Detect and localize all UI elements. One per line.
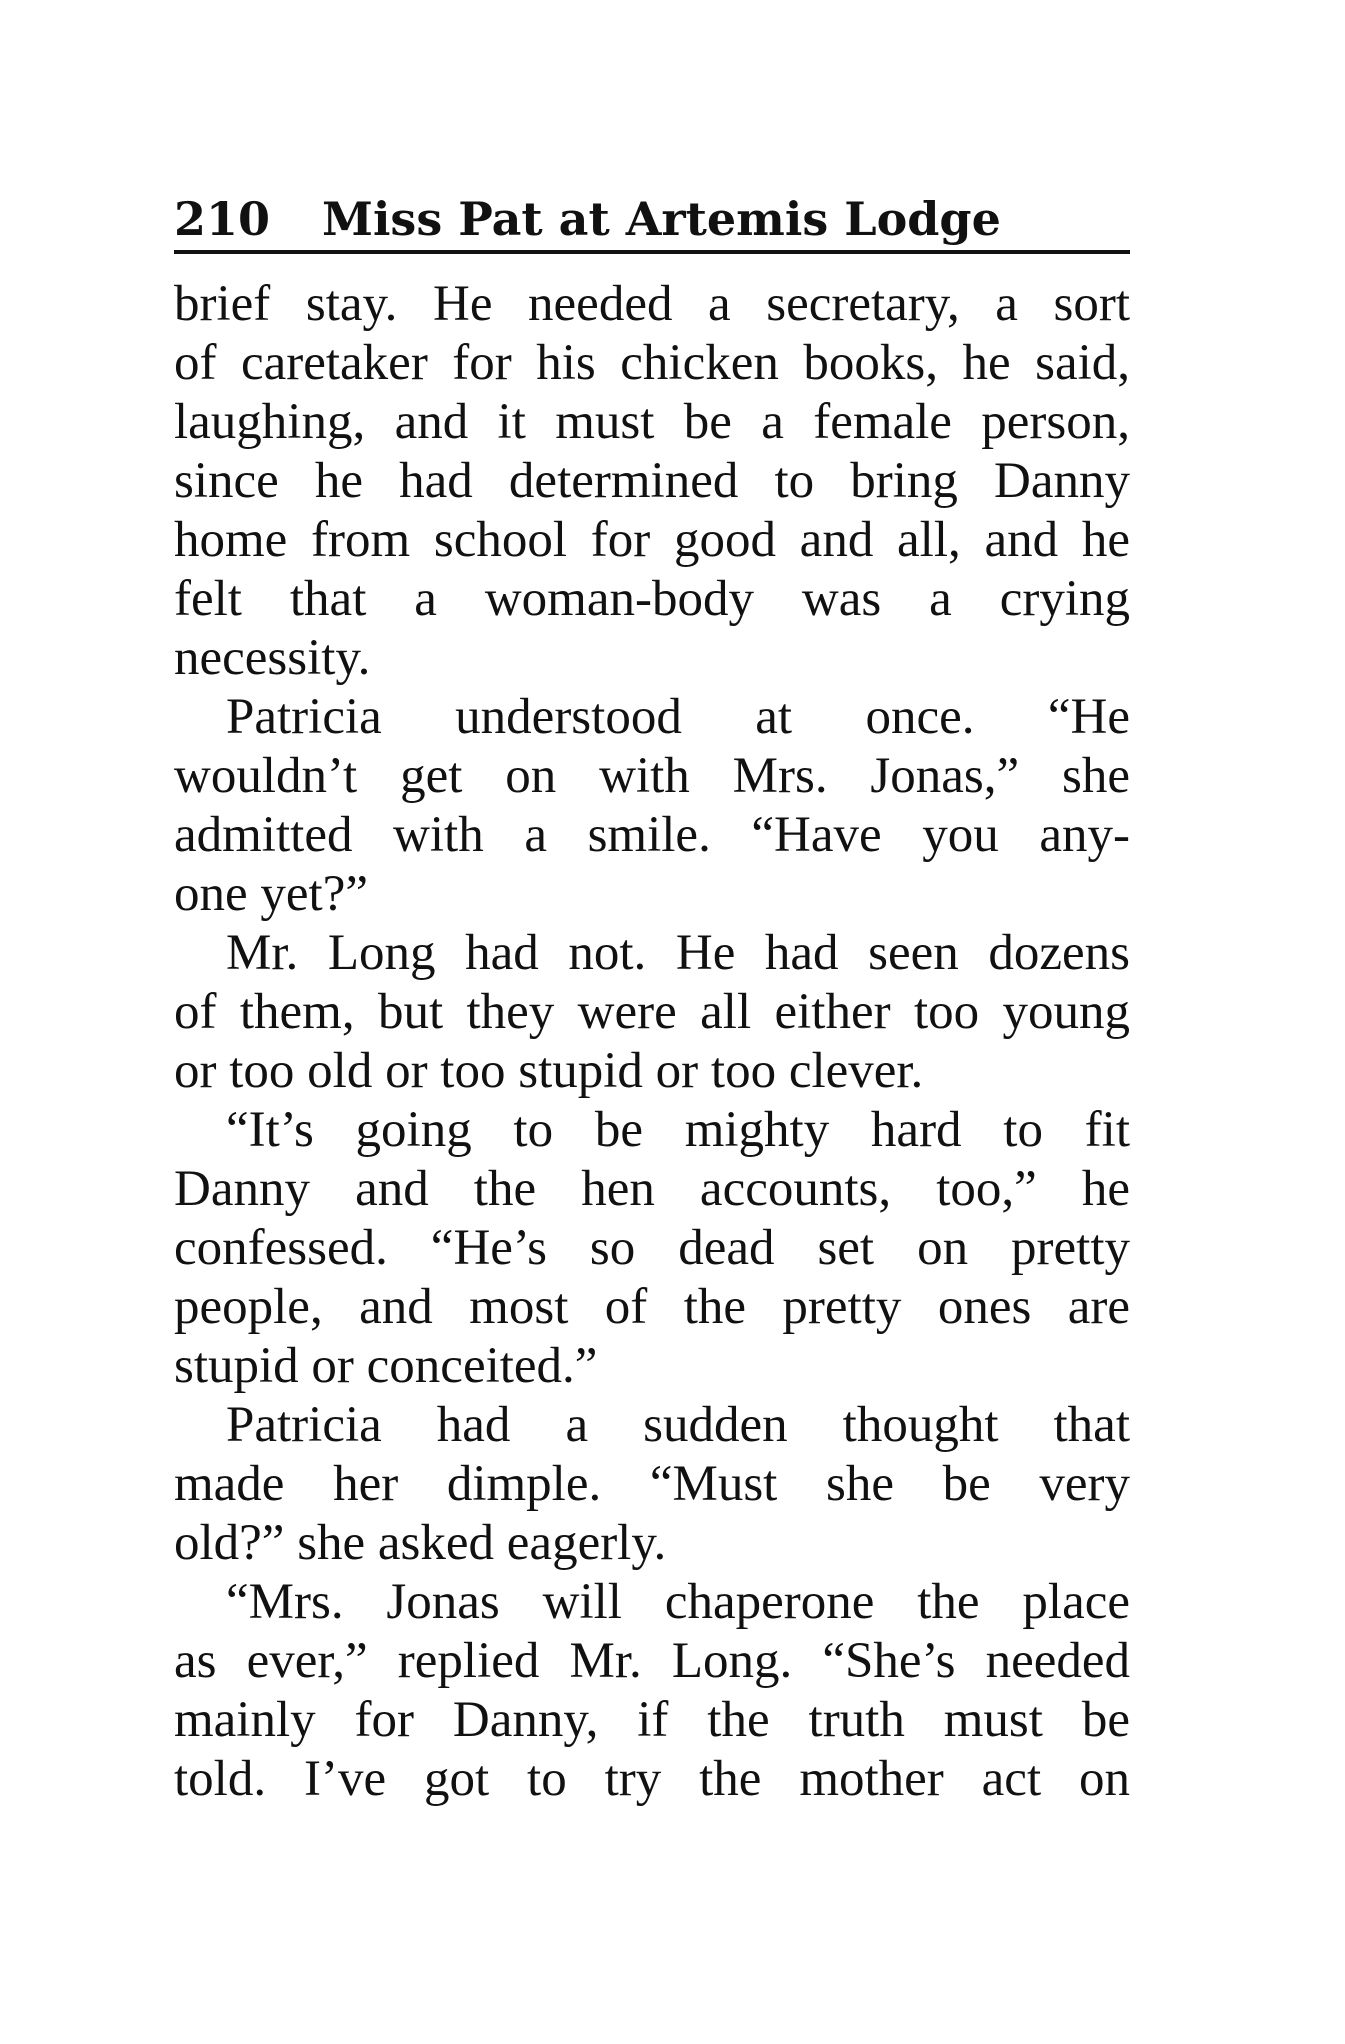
text-line: confessed. “He’s so dead set on pretty <box>174 1220 1130 1276</box>
text-line: stupid or conceited.” <box>174 1338 598 1394</box>
text-line: admitted with a smile. “Have you any- <box>174 807 1130 863</box>
text-line: brief stay. He needed a secretary, a sort <box>174 276 1130 332</box>
text-line: told. I’ve got to try the mother act on <box>174 1751 1130 1807</box>
text-line: necessity. <box>174 630 371 686</box>
page-header <box>174 184 1130 254</box>
text-line: “Mrs. Jonas will chaperone the place <box>226 1574 1130 1630</box>
text-line: Mr. Long had not. He had seen dozens <box>226 925 1130 981</box>
header-rule <box>174 250 1130 254</box>
text-line: wouldn’t get on with Mrs. Jonas,” she <box>174 748 1130 804</box>
text-line: one yet?” <box>174 866 368 922</box>
text-line: Patricia had a sudden thought that <box>226 1397 1130 1453</box>
text-line: mainly for Danny, if the truth must be <box>174 1692 1130 1748</box>
text-line: or too old or too stupid or too clever. <box>174 1043 924 1099</box>
text-line: laughing, and it must be a female person, <box>174 394 1130 450</box>
text-line: of caretaker for his chicken books, he said, <box>174 335 1130 391</box>
running-title: Miss Pat at Artemis Lodge <box>322 192 1001 246</box>
body-text <box>174 275 1130 1809</box>
text-line: home from school for good and all, and he <box>174 512 1130 568</box>
text-line: since he had determined to bring Danny <box>174 453 1130 509</box>
text-line: old?” she asked eagerly. <box>174 1515 667 1571</box>
text-line: Danny and the hen accounts, too,” he <box>174 1161 1130 1217</box>
text-line: Patricia understood at once. “He <box>226 689 1130 745</box>
text-line: people, and most of the pretty ones are <box>174 1279 1130 1335</box>
page-number: 210 <box>174 192 271 246</box>
text-line: of them, but they were all either too young <box>174 984 1130 1040</box>
text-line: as ever,” replied Mr. Long. “She’s needed <box>174 1633 1130 1689</box>
text-line: “It’s going to be mighty hard to fit <box>226 1102 1130 1158</box>
text-line: made her dimple. “Must she be very <box>174 1456 1130 1512</box>
text-line: felt that a woman-body was a crying <box>174 571 1130 627</box>
